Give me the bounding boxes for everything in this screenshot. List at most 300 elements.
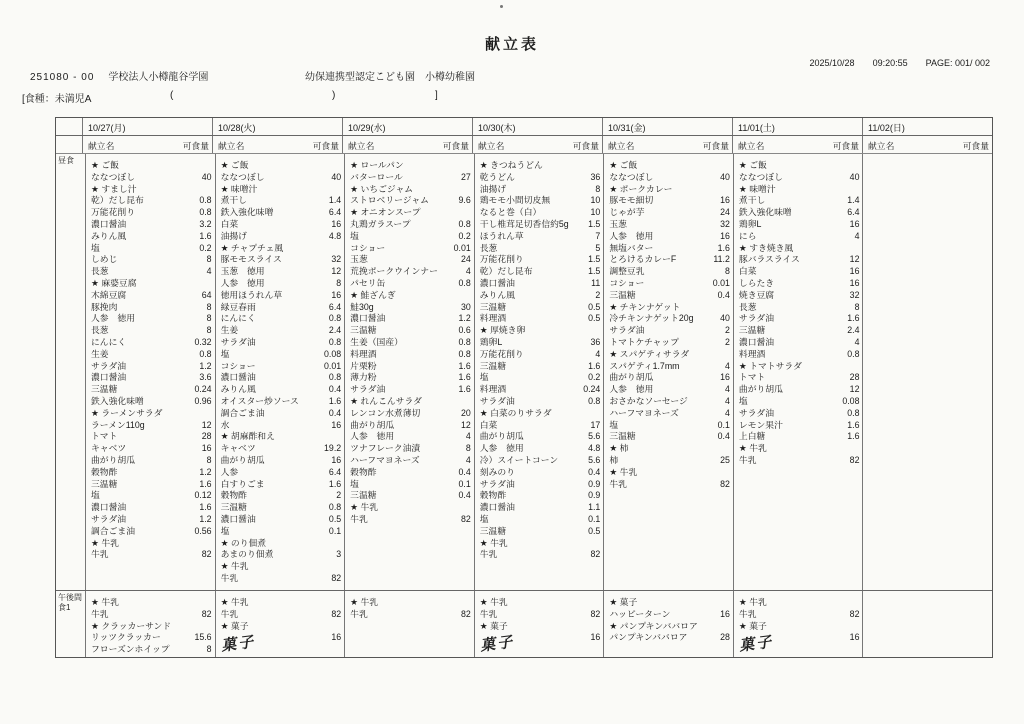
menu-item [609,384,730,396]
menu-item-name: 牛乳 [738,608,757,619]
menu-item-amount: 0.1 [717,419,730,430]
menu-item-amount [339,160,341,172]
menu-item [350,372,471,384]
menu-item [221,195,342,207]
date-header-cell: 10/28(火) [213,118,343,135]
menu-item-name: 調合ごま油 [220,407,265,418]
menu-item-amount: 1.5 [588,266,601,277]
menu-item-name: 冷チキンナゲット20g [609,313,694,324]
date-header-cell: 11/01(土) [733,118,863,135]
menu-item-name: 三温糖 [609,431,636,442]
menu-item [221,325,342,337]
menu-item-name: 人参 徳用 [91,313,135,324]
menu-item-name: 濃口醤油 [220,513,256,524]
print-info [792,58,990,68]
organization-name: 学校法人小樽龍谷学園 [108,72,209,83]
menu-item [91,467,212,479]
menu-item [350,408,471,420]
menu-item [221,561,342,573]
menu-item [739,184,860,196]
menu-item-name: 三温糖 [91,478,118,489]
menu-item [480,231,601,243]
menu-item [350,243,471,255]
menu-item [480,372,601,384]
menu-item-amount: 6.4 [847,207,860,218]
menu-item-name: 冷）スイートコーン [479,454,559,465]
menu-item-name: 三温糖 [738,325,766,336]
lunch-cell [216,154,346,590]
menu-item-name: 豚モモスライス [220,254,282,265]
menu-item-name: ★ 菓子 [738,620,767,631]
menu-item-amount: 1.6 [717,242,730,253]
menu-item [221,526,342,538]
menu-item [91,195,212,207]
menu-item [350,349,471,361]
menu-item-name: 穀物酢 [220,490,247,501]
menu-item-name: ★ 牛乳 [609,466,638,477]
menu-item [350,597,471,609]
menu-item [221,443,342,455]
menu-item-name: 人参 徳用 [479,443,524,454]
menu-item [221,573,342,585]
menu-item-amount: 0.2 [199,242,212,253]
menu-item-amount: 5 [595,242,601,253]
menu-item [350,266,471,278]
menu-item-name: ★ きつねうどん [479,160,543,170]
menu-item [480,290,601,302]
lunch-items [475,154,604,561]
menu-item-name: 塩 [91,242,100,253]
menu-item-amount [857,184,859,196]
menu-item [480,160,601,172]
menu-item [221,254,342,266]
menu-item [350,290,471,302]
menu-item-amount: 1.6 [458,384,471,395]
menu-item-amount: 9.6 [458,195,471,206]
menu-item [221,502,342,514]
menu-item-amount: 20 [460,407,471,418]
menu-item-amount: 0.8 [328,502,342,513]
menu-item-amount: 16 [720,230,730,241]
menu-item-name: にら [738,230,757,241]
menu-item [91,621,212,633]
menu-item [480,538,601,550]
menu-item-amount: 0.8 [328,336,342,347]
menu-item [221,207,342,219]
menu-item-amount: 6.4 [328,301,342,312]
menu-item [221,384,342,396]
snack-cell [734,591,864,657]
menu-item [221,172,342,184]
menu-item-amount: 1.5 [588,254,601,265]
amount-header: 可食量 [832,141,859,151]
menu-item [350,502,471,514]
menu-item [350,467,471,479]
menu-name-header: 献立名 [218,141,245,151]
menu-item-name: 豚モモ細切 [609,195,654,206]
menu-item-name: 三温糖 [91,384,118,395]
menu-item [739,431,860,443]
menu-item-amount [728,443,730,455]
menu-item-name: ★ 牛乳 [738,443,767,454]
menu-item [91,408,212,420]
menu-item [739,195,860,207]
menu-item-amount: 6.4 [328,466,342,477]
menu-item [221,549,342,561]
menu-item [609,184,730,196]
menu-item-name: 三温糖 [479,301,507,312]
menu-item-amount: 0.01 [712,277,730,288]
menu-item-name: 緑豆春雨 [220,301,256,312]
menu-item-amount: 8 [854,301,860,312]
menu-item [739,290,860,302]
menu-item [480,302,601,314]
menu-item [350,325,471,337]
lunch-cell [863,154,992,590]
menu-item [609,243,730,255]
menu-item-name: ★ 牛乳 [91,597,119,607]
menu-item-name: 濃口醤油 [91,502,127,513]
menu-item-amount [210,408,212,420]
menu-item-amount: 0.8 [847,407,860,418]
menu-item-amount: 0.5 [328,513,342,524]
menu-item-name: コショー [609,277,645,288]
menu-item-name: 塩 [350,230,359,241]
menu-item [350,184,471,196]
menu-item-amount: 11.2 [713,254,730,265]
menu-item-name: じゃが芋 [609,207,645,218]
menu-item-name: とろけるカレーF [609,254,677,265]
menu-item [480,195,601,207]
menu-item-amount: 5.6 [588,454,601,465]
menu-item-name: トマト [91,431,118,442]
menu-item-name: 料理酒 [479,384,507,395]
menu-item-name: 三温糖 [479,525,507,536]
sub-corner-cell [56,136,83,153]
menu-item-amount: 16 [849,218,860,229]
menu-item [480,526,601,538]
menu-item-amount: 40 [720,313,730,324]
menu-item [91,254,212,266]
menu-item-amount: 15.6 [194,632,212,643]
menu-item [739,396,860,408]
menu-item [480,313,601,325]
menu-item [91,514,212,526]
menu-item-name: ★ 麻婆豆腐 [91,277,137,288]
menu-item [739,207,860,219]
lunch-cell [345,154,475,590]
menu-item-name: ★ 牛乳 [350,597,379,607]
date-header-cell: 10/27(月) [83,118,213,135]
menu-item [91,490,212,502]
menu-item-name: ななつぼし [609,171,654,182]
menu-item-amount [728,302,730,314]
menu-item-name: 牛乳 [91,608,109,619]
menu-item-amount: 16 [720,608,730,619]
snack-items [216,591,345,655]
menu-item-name: 人参 徳用 [220,277,265,288]
menu-item [739,597,860,609]
menu-item-amount: 82 [460,608,471,619]
menu-item [221,467,342,479]
menu-item-amount: 4 [595,348,601,359]
menu-item [609,278,730,290]
menu-item-name: 濃口醤油 [350,313,386,324]
menu-item-amount: 0.08 [842,395,860,406]
menu-item-name: 鉄入強化味噌 [91,395,144,406]
menu-item-amount: 1.2 [458,313,471,324]
menu-item-amount: 32 [331,254,342,265]
menu-item-name: 人参 徳用 [350,431,395,442]
menu-item-name: リッツクラッカー [91,632,161,643]
menu-item-name: ★ ご飯 [220,160,249,170]
menu-item [609,231,730,243]
menu-item-name: 牛乳 [350,513,368,524]
menu-item-name: サラダ油 [479,395,515,406]
menu-item-amount [339,621,341,633]
amount-header: 可食量 [702,141,729,151]
menu-item-name: 万能花削り [91,207,135,218]
menu-item-amount [857,243,859,255]
printed-date: 2025/10/28 [809,58,855,68]
row-label-lunch: 昼食 [56,154,86,590]
menu-item-name: 牛乳 [220,572,239,583]
menu-item-name: オイスター炒ソース [220,395,299,406]
menu-item-amount [728,467,730,479]
date-header-cell: 10/29(水) [343,118,473,135]
menu-item-name: ★ 牛乳 [738,597,767,607]
menu-item-amount: 82 [331,572,342,583]
menu-item [91,538,212,550]
menu-item-name: 長葱 [738,301,757,312]
menu-item-amount: 1.6 [458,360,471,371]
menu-item-name: 玉葱 徳用 [220,266,265,277]
menu-item-amount: 2 [336,490,342,501]
menu-item-name: 塩 [479,372,489,383]
menu-item-name: ほうれん草 [479,230,524,241]
menu-item-amount: 0.01 [453,242,471,253]
menu-item-name: パンプキンババロア [609,632,688,643]
menu-item-name: キャベツ [91,443,127,454]
menu-item-name: 乾）だし昆布 [91,195,144,206]
menu-item-name: 万能花削り [479,254,524,265]
meal-type-label: [食種：未満児A [22,94,92,105]
row-label-snack: 午後間食1 [56,591,86,657]
menu-item-name: 玉葱 [350,254,368,265]
menu-item [350,302,471,314]
menu-item-name: 豚バラスライス [738,254,800,265]
menu-item-name: 曲がり胡瓜 [479,431,524,442]
menu-item [480,278,601,290]
menu-item [91,396,212,408]
sub-header-cell [733,136,863,153]
menu-item-amount: 0.5 [588,313,601,324]
menu-name-header: 献立名 [868,141,895,151]
lunch-items [345,154,474,526]
menu-item-name: ★ いちごジャム [350,183,414,194]
menu-item-amount: 82 [849,608,860,619]
menu-item [480,384,601,396]
menu-item-name: 刻みのり [479,466,515,477]
menu-item-name: コショー [220,360,256,371]
menu-item-amount: 8 [206,254,212,265]
menu-item-name: 三温糖 [350,325,377,336]
menu-item [221,302,342,314]
menu-name-header: 献立名 [348,141,375,151]
menu-item-name: 濃口醤油 [220,372,256,383]
menu-item [480,502,601,514]
menu-item-name: レンコン水煮薄切 [350,407,421,418]
sub-header-cell [473,136,603,153]
menu-item-name: 牛乳 [220,608,239,619]
menu-item-amount: 8 [336,277,342,288]
lunch-cell [86,154,216,590]
menu-item-name: みりん風 [479,289,515,300]
menu-item-amount: 82 [590,608,601,619]
menu-item-name: にんにく [91,336,127,347]
menu-item-amount: 16 [849,632,860,643]
date-header-cell: 11/02(日) [868,123,905,133]
menu-item-amount [598,621,600,633]
sub-header-cell [603,136,733,153]
menu-item-amount [598,160,600,172]
snack-cell [475,591,605,657]
menu-item-amount: 8 [206,454,212,465]
menu-item-amount: 0.01 [324,360,342,371]
menu-item-name: サラダ油 [738,313,774,324]
menu-item-name: ★ ポークカレー [609,183,673,194]
menu-item-name: 生姜 [220,325,239,336]
menu-item [609,443,730,455]
amount-header: 可食量 [312,141,339,151]
menu-item-name: トマト [738,372,766,383]
menu-item-amount: 1.6 [328,395,342,406]
menu-item-amount: 1.2 [199,513,212,524]
menu-item-amount: 16 [849,277,860,288]
menu-item-amount [728,160,730,172]
facility-name: 幼保連携型認定こども園 小樽幼稚園 [305,72,475,83]
menu-item [480,254,601,266]
menu-item-amount: 0.96 [194,395,212,406]
menu-item-amount: 28 [720,632,730,643]
menu-item-name: ★ クラッカーサンド [91,620,172,631]
menu-item-amount: 4 [724,360,730,371]
menu-item-name: 鶏卵L [479,336,503,347]
menu-item-name: ★ 牛乳 [91,537,119,548]
menu-item [91,243,212,255]
menu-item [91,361,212,373]
menu-item [91,266,212,278]
menu-item [221,431,342,443]
menu-item-amount: 1.6 [847,431,860,442]
menu-item-amount: 64 [201,289,212,300]
menu-item-amount [598,325,600,337]
menu-item [350,278,471,290]
menu-item-amount [728,184,730,196]
amount-header: 可食量 [572,141,599,151]
menu-item [91,184,212,196]
menu-item-name: ★ 菓子 [220,620,249,631]
menu-item-name: サラダ油 [350,384,386,395]
menu-item [221,160,342,172]
menu-item-amount [469,207,471,219]
menu-item-name: ★ 厚焼き卵 [479,325,526,336]
menu-item-amount: 0.4 [458,466,471,477]
menu-item-name: 曲がり胡瓜 [91,454,135,465]
menu-item-amount [210,597,212,609]
menu-item-amount: 19.2 [324,443,342,454]
menu-item [350,361,471,373]
menu-item-name: ★ 牛乳 [479,537,508,548]
menu-item [738,632,860,655]
menu-item [221,337,342,349]
menu-item [480,479,601,491]
menu-item [91,632,212,644]
snack-cell [345,591,475,657]
menu-item-amount: 0.08 [324,348,342,359]
menu-item-amount: 1.4 [328,195,342,206]
sub-header-cell [213,136,343,153]
paren-close: ) [332,90,336,101]
menu-item [91,290,212,302]
date-header-cell: 10/31(金) [603,118,733,135]
menu-item-name: 無塩バター [609,242,654,253]
menu-item-name: スパゲティ1.7mm [609,360,680,371]
menu-item-amount: 4 [854,230,860,241]
menu-item [480,443,601,455]
menu-item-name: ★ 菓子 [609,597,638,607]
menu-item [609,372,730,384]
menu-item-name: ★ 菓子 [479,620,508,631]
menu-item-name: 料理酒 [350,348,377,359]
menu-item-name: 穀物酢 [350,466,377,477]
snack-cell [604,591,734,657]
menu-item [221,490,342,502]
menu-item-name: 料理酒 [738,348,766,359]
menu-item [480,243,601,255]
menu-item-amount: 10 [590,207,601,218]
menu-item-name: 三温糖 [350,490,377,501]
menu-item [480,207,601,219]
menu-item-amount: 32 [849,289,860,300]
menu-item-name: サラダ油 [738,407,774,418]
menu-item [221,313,342,325]
menu-item-amount: 12 [849,254,860,265]
menu-item-name: ★ 牛乳 [350,502,379,513]
menu-item-name: 曲がり胡瓜 [350,419,395,430]
menu-item-name: ★ 味噌汁 [738,183,776,194]
menu-item [91,597,212,609]
menu-item [350,514,471,526]
menu-item-amount: 0.6 [458,325,471,336]
menu-item [221,266,342,278]
menu-item [739,420,860,432]
menu-item [350,313,471,325]
menu-item-name: ★ トマトサラダ [738,360,802,371]
sub-header-cell [343,136,473,153]
menu-item-name: ラーメン110g [91,419,145,430]
menu-item-amount [857,443,859,455]
menu-item-amount: 10 [590,195,601,206]
menu-item-name-handwritten: 菓子 [738,632,775,655]
menu-item-amount: 8 [595,183,601,194]
menu-item [91,172,212,184]
menu-item-amount: 32 [720,218,730,229]
menu-item [91,526,212,538]
menu-item-amount [339,538,341,550]
menu-item-amount [339,431,341,443]
menu-item [91,479,212,491]
